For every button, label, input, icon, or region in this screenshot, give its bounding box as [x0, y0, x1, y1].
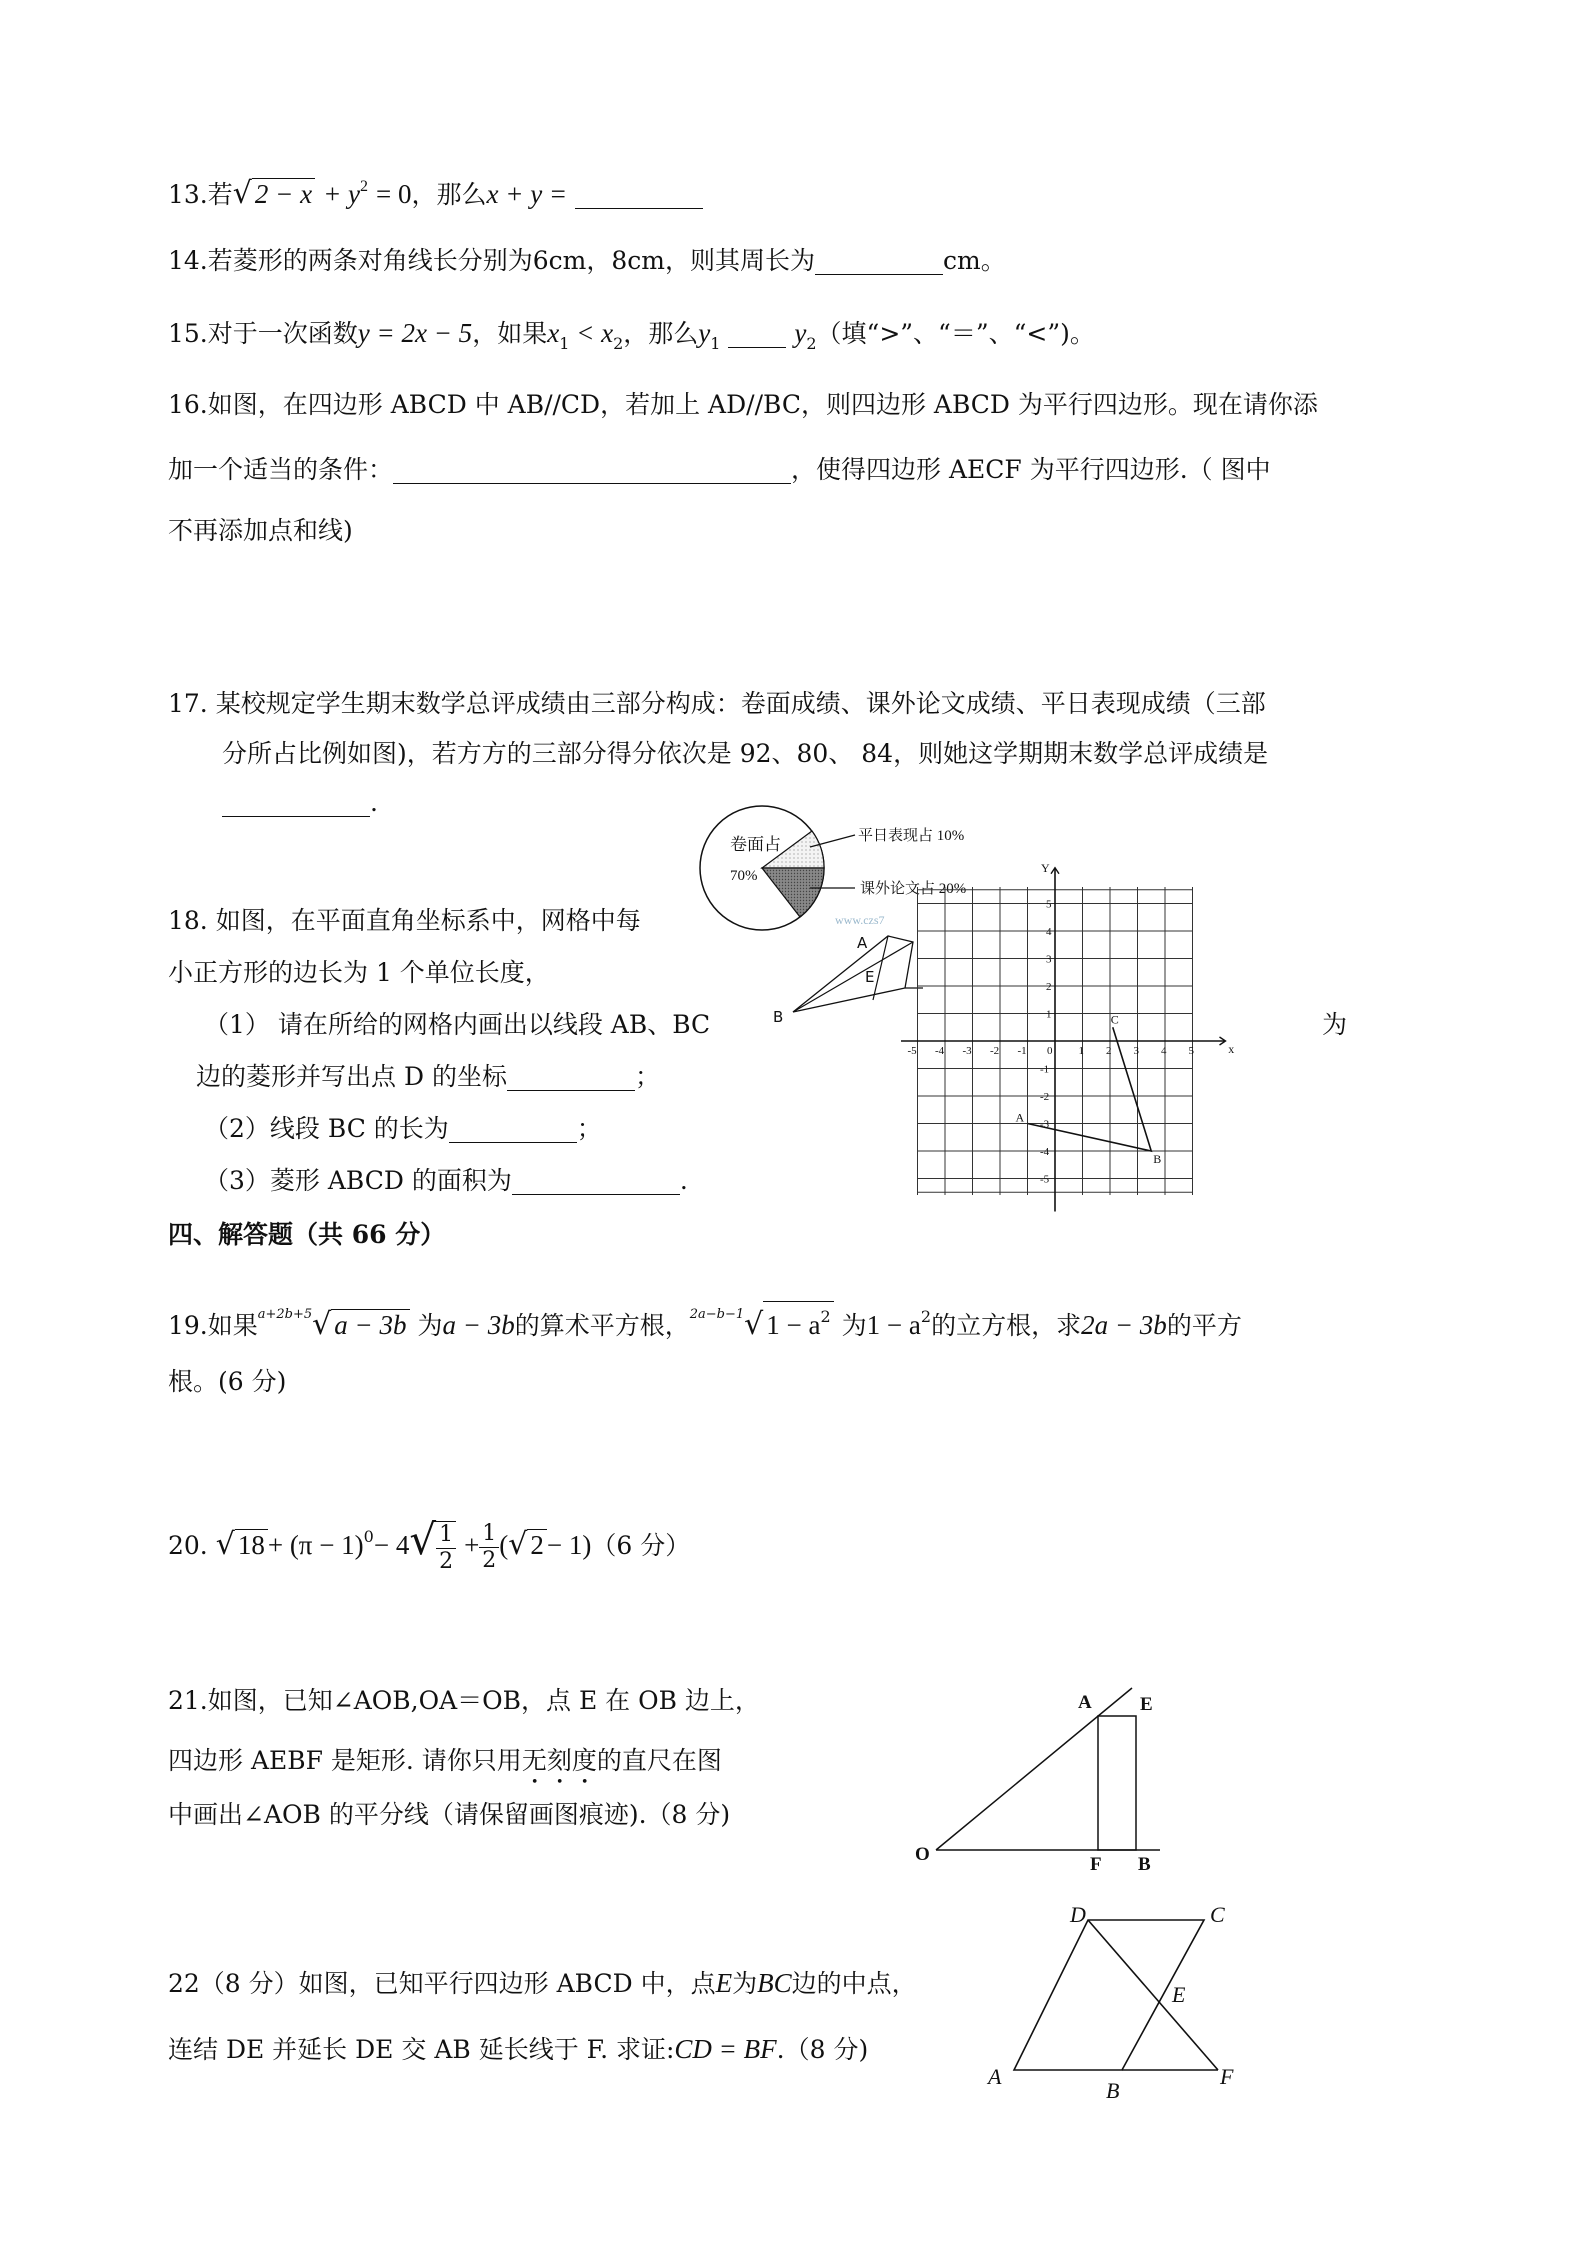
fig16-lines [793, 936, 913, 1012]
fig21-rectangle [1098, 1716, 1136, 1850]
question-19 [168, 1298, 1242, 1343]
fig16-label-b: B [773, 1008, 784, 1026]
question-18-line3: （1） 请在所给的网格内画出以线段 AB、BC [204, 1010, 711, 1039]
sqrt-icon: √ [508, 1527, 528, 1562]
q13-expr: + y [323, 179, 361, 209]
y-tick-label: 5 [1046, 898, 1052, 911]
q22-text-a: 22（8 分）如图，已知平行四边形 ABCD 中，点 [168, 1969, 716, 1998]
question-18-line6 [204, 1164, 688, 1198]
q15-mid: ，如果 [472, 319, 548, 348]
q13-number: 13.若 [168, 180, 233, 209]
question-13 [168, 170, 703, 212]
q22-text-b: 为 [732, 1969, 758, 1998]
q22-e: E [715, 1968, 733, 1998]
q15-mid2: ，那么 [623, 319, 699, 348]
q16-tail: ，使得四边形 AECF 为平行四边形.（ 图中 [791, 455, 1271, 484]
fig16-ef [793, 942, 913, 1012]
point-label-a: A [1015, 1110, 1025, 1125]
q13-eq: = 0 [375, 179, 412, 209]
q19-t1: 为 [417, 1311, 443, 1340]
q19-radicand-2: 1 − a [766, 1310, 821, 1340]
x-tick-label: 5 [1188, 1045, 1194, 1057]
x-tick-label: 2 [1106, 1045, 1112, 1057]
x-tick-label: 0 [1047, 1045, 1053, 1057]
question-21-line3: 中画出∠AOB 的平分线（请保留画图痕迹).（8 分) [168, 1800, 731, 1829]
x-tick-label: -1 [1017, 1045, 1027, 1057]
q19-e2-exp: 2 [920, 1307, 932, 1326]
y-axis-label: Y [1041, 860, 1050, 875]
q15-number: 15.对于一次函数 [168, 319, 358, 348]
answer-blank[interactable] [575, 182, 703, 209]
question-14 [168, 244, 1006, 278]
q19-radicand-2-exp: 2 [820, 1307, 831, 1326]
fig22-label-f: F [1220, 2064, 1234, 2089]
q19-t2: 的算术平方根， [514, 1311, 690, 1340]
question-16-line3: 不再添加点和线) [168, 516, 353, 545]
q15-y2: y [794, 318, 807, 348]
x-tick-label: -5 [907, 1045, 917, 1057]
fig22-line-df [1088, 1920, 1218, 2070]
question-15 [168, 316, 1095, 361]
question-21-line2 [168, 1744, 722, 1790]
x-tick-label: 1 [1078, 1045, 1084, 1057]
question-18-line1: 18. 如图，在平面直角坐标系中，网格中每 [168, 906, 641, 935]
radical-icon: √ [312, 1307, 332, 1342]
q13-ask: x + y = [486, 179, 568, 209]
q20-radicand-18: 18 [235, 1529, 268, 1560]
question-19-line2: 根。(6 分) [168, 1367, 287, 1396]
q22-bc: BC [757, 1968, 792, 1998]
y-tick-label: 2 [1046, 981, 1052, 993]
fig16-label-a: A [857, 934, 868, 952]
pie-label-main-1: 卷面占 [730, 835, 781, 854]
question-22-line2 [168, 2032, 868, 2067]
q20-fraction-under-root [436, 1521, 456, 1575]
q15-y1: y [698, 318, 711, 348]
answer-blank[interactable] [728, 321, 786, 348]
q21-text-a: 四边形 AEBF 是矩形. 请你只用 [168, 1746, 522, 1775]
q15-tail: （填“>”、“＝”、“<”)。 [816, 319, 1095, 348]
q20-p2: − 4 [373, 1530, 410, 1560]
question-17-line2: 分所占比例如图)，若方方的三部分得分依次是 92、80、 84，则她这学期期末数学总评成绩是 [222, 739, 1269, 768]
q18-part3: （3）菱形 ABCD 的面积为 [204, 1166, 512, 1195]
q20-frac2-num: 1 [479, 1521, 499, 1548]
q22-equation: CD = BF [674, 2034, 777, 2064]
sqrt-icon: √ [232, 176, 252, 211]
q21-text-b: 的直尺在图 [596, 1746, 722, 1775]
q20-p1: + (π − 1) [267, 1530, 364, 1560]
q20-p4: ( [499, 1530, 509, 1560]
fig21-label-a: A [1078, 1692, 1092, 1713]
radical-icon: √ [744, 1307, 764, 1342]
y-tick-label: -1 [1040, 1063, 1050, 1076]
q15-func: y = 2x − 5 [357, 318, 473, 348]
question-21-line1: 21.如图，已知∠AOB,OA＝OB，点 E 在 OB 边上， [168, 1686, 760, 1715]
fig21-label-f: F [1090, 1854, 1102, 1875]
q19-number: 19.如果 [168, 1311, 258, 1340]
question-18-line2: 小正方形的边长为 1 个单位长度， [168, 958, 550, 987]
point-label-b: B [1153, 1152, 1162, 1166]
watermark: www.czs7 [835, 913, 885, 927]
y-tick-label: 3 [1046, 953, 1052, 966]
q22-text-c: 边的中点， [791, 1969, 917, 1998]
fig21-ray-oa [936, 1688, 1132, 1850]
x-tick-label: -2 [990, 1045, 1000, 1057]
answer-blank[interactable] [393, 457, 791, 484]
question-17-line1: 17. 某校规定学生期末数学总评成绩由三部分构成：卷面成绩、课外论文成绩、平日表现成绩（三部 [168, 689, 1266, 718]
figure-q21 [910, 1680, 1170, 1875]
fig22-label-b: B [1106, 2078, 1120, 2103]
answer-blank[interactable] [449, 1116, 577, 1143]
fig22-label-d: D [1070, 1902, 1086, 1927]
question-18-line3-tail: 为 [1322, 1010, 1348, 1039]
fig22-label-c: C [1210, 1902, 1225, 1927]
x-tick-label: -3 [962, 1045, 972, 1057]
q20-p5: − 1) [546, 1530, 592, 1560]
q20-frac2-den: 2 [482, 1548, 497, 1573]
q18-part3-tail: . [679, 1166, 688, 1195]
q13-mid: ，那么 [411, 180, 487, 209]
q19-e3: 2a − 3b [1081, 1310, 1167, 1340]
q19-t3: 为 [841, 1311, 867, 1340]
answer-blank[interactable] [222, 790, 370, 817]
q18-part2: （2）线段 BC 的长为 [204, 1114, 449, 1143]
y-tick-label: -2 [1040, 1091, 1050, 1103]
q15-lt: < x [569, 318, 614, 348]
q20-frac-num: 1 [436, 1522, 456, 1549]
fig16-label-e: E [865, 968, 875, 986]
q20-p1-exp: 0 [363, 1527, 374, 1546]
q19-root-index-2: 2a−b−1 [689, 1307, 745, 1322]
x-axis-label: x [1228, 1042, 1235, 1056]
question-17-line3 [222, 786, 378, 820]
q19-root-index-1: a+2b+5 [257, 1307, 313, 1322]
figure-q22 [980, 1900, 1250, 2110]
question-18-line4 [196, 1060, 660, 1094]
q15-sub1: 1 [559, 334, 570, 353]
y-tick-label: -3 [1040, 1118, 1050, 1131]
x-tick-label: 3 [1133, 1045, 1139, 1057]
x-tick-label: -4 [935, 1045, 945, 1057]
pie-label-main-2: 70% [730, 868, 758, 884]
q16-prompt: 加一个适当的条件： [168, 455, 394, 484]
q18-part2-tail: ； [576, 1114, 602, 1143]
q13-radicand: 2 − x [252, 178, 315, 209]
q19-t4: 的立方根，求 [931, 1311, 1082, 1340]
q19-e1: a − 3b [442, 1310, 515, 1340]
answer-blank[interactable] [512, 1168, 680, 1195]
q20-frac-den: 2 [439, 1548, 454, 1574]
question-16-line1: 16.如图，在四边形 ABCD 中 AB//CD，若加上 AD//BC，则四边形 ABCD 为平行四边形。现在请你添 [168, 390, 1318, 419]
q22-text-e: .（8 分) [776, 2035, 869, 2064]
q20-radicand-2: 2 [527, 1529, 547, 1560]
answer-blank[interactable] [815, 248, 943, 275]
y-tick-label: -4 [1040, 1146, 1050, 1158]
q21-emphasis: 无刻度 [521, 1746, 597, 1775]
q15-x1: x [547, 318, 560, 348]
question-22-line1 [168, 1966, 917, 2001]
q20-p3: + [464, 1530, 480, 1560]
y-tick-label: -5 [1040, 1173, 1050, 1186]
fig21-label-o: O [915, 1844, 930, 1865]
q15-y1-sub: 1 [710, 334, 721, 353]
q19-t5: 的平方 [1166, 1311, 1242, 1340]
question-20 [168, 1515, 691, 1575]
q18-part1: 边的菱形并写出点 D 的坐标 [196, 1062, 507, 1091]
x-tick-label: 4 [1161, 1045, 1167, 1057]
sqrt-icon: √ [409, 1515, 437, 1564]
y-tick-label: 4 [1046, 926, 1052, 938]
q19-e2: 1 − a [866, 1310, 921, 1340]
figure-q16 [765, 930, 925, 1026]
q13-exp: 2 [360, 178, 369, 195]
q22-text-d: 连结 DE 并延长 DE 交 AB 延长线于 F. 求证: [168, 2035, 675, 2064]
fig22-label-e: E [1172, 1982, 1186, 2007]
q20-fraction [479, 1521, 499, 1574]
q19-radicand-1: a − 3b [331, 1309, 409, 1340]
sqrt-icon: √ [215, 1527, 235, 1562]
q14-text: 14.若菱形的两条对角线长分别为6cm，8cm，则其周长为 [168, 246, 815, 275]
q20-number: 20. [168, 1531, 208, 1560]
pie-label-daily: 平日表现占 10% [858, 828, 965, 844]
q20-score: （6 分） [591, 1531, 691, 1560]
q15-sub2: 2 [613, 334, 624, 353]
fig22-label-a: A [988, 2064, 1002, 2089]
fig21-label-e: E [1140, 1694, 1153, 1715]
fig21-label-b: B [1138, 1854, 1151, 1875]
question-16-line2 [168, 453, 1271, 487]
answer-blank[interactable] [507, 1064, 635, 1091]
q17-tail: . [370, 788, 378, 817]
section-4-heading: 四、解答题（共 66 分） [168, 1220, 446, 1249]
pie-label-essay: 课外论文占 20% [860, 881, 967, 897]
question-18-line5 [204, 1112, 602, 1146]
q15-y2-sub: 2 [806, 334, 817, 353]
point-label-c: C [1110, 1012, 1119, 1027]
q18-part1-tail: ； [634, 1062, 660, 1091]
q14-unit: cm。 [943, 246, 1006, 275]
y-tick-label: 1 [1046, 1008, 1052, 1021]
